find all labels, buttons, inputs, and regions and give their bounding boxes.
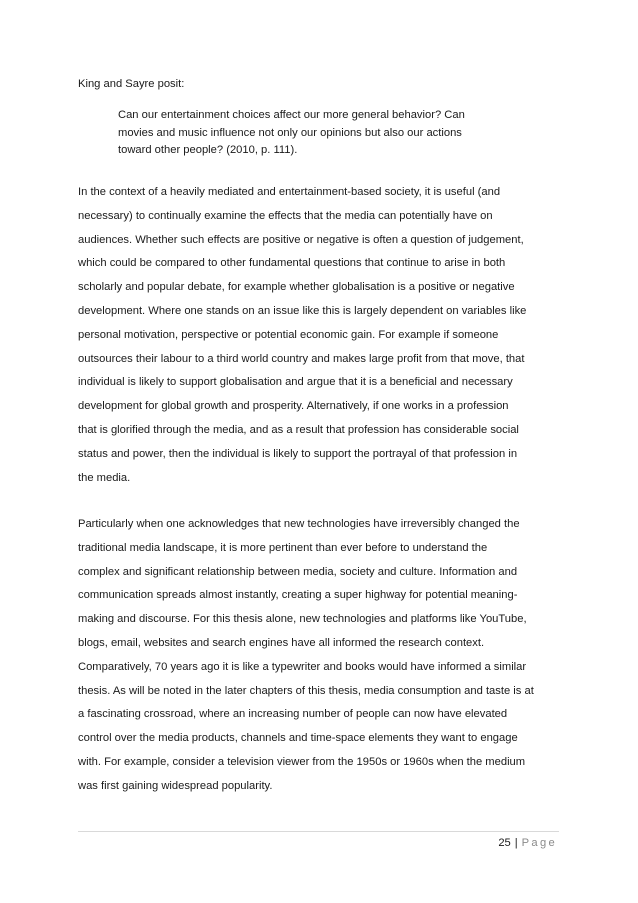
- paragraph-line: the media.: [78, 471, 131, 484]
- block-quote-line: toward other people? (2010, p. 111).: [118, 144, 298, 156]
- block-quote-line: movies and music influence not only our opinions but also our actions: [118, 126, 462, 139]
- paragraph-line: making and discourse. For this thesis alone, new technologies and platforms like YouTube,: [78, 613, 527, 626]
- footer-divider: [78, 831, 559, 832]
- paragraph-line: that is glorified through the media, and as a result that profession has considerable social: [78, 423, 519, 436]
- paragraph-line: communication spreads almost instantly, creating a super highway for potential meaning-: [78, 589, 518, 602]
- paragraph-line: personal motivation, perspective or potential economic gain. For example if someone: [78, 328, 499, 341]
- paragraph-line: Particularly when one acknowledges that new technologies have irreversibly changed the: [78, 518, 520, 530]
- paragraph-line: outsources their labour to a third world country and makes large profit from that move, that: [78, 352, 525, 365]
- paragraph-line: control over the media products, channels and time-space elements they want to engage: [78, 732, 518, 745]
- paragraph-line: audiences. Whether such effects are positive or negative is often a question of judgement,: [78, 233, 524, 246]
- paragraph-1: [78, 185, 568, 494]
- page-number: 25: [498, 837, 511, 849]
- paragraph-line: scholarly and popular debate, for example whether globalisation is a positive or negative: [78, 281, 515, 294]
- paragraph-line: was first gaining widespread popularity.: [78, 779, 273, 792]
- page-label: Page: [521, 837, 557, 849]
- paragraph-line: blogs, email, websites and search engines have all informed the research context.: [78, 636, 485, 649]
- paragraph-line: traditional media landscape, it is more pertinent than ever before to understand the: [78, 541, 488, 554]
- paragraph-line: Comparatively, 70 years ago it is like a typewriter and books would have informed a similar: [78, 660, 527, 673]
- intro-line: King and Sayre posit:: [78, 78, 185, 90]
- paragraph-line: individual is likely to support globalisation and argue that it is a beneficial and necessary: [78, 376, 513, 389]
- paragraph-2: [78, 517, 568, 803]
- block-quote-line: Can our entertainment choices affect our more general behavior? Can: [118, 109, 465, 121]
- paragraph-line: In the context of a heavily mediated and entertainment-based society, it is useful (and: [78, 186, 501, 198]
- block-quote: [118, 107, 538, 160]
- paragraph-line: a fascinating crossroad, where an increasing number of people can now have elevated: [78, 708, 508, 721]
- paragraph-line: with. For example, consider a television viewer from the 1950s or 1960s when the medium: [78, 755, 526, 768]
- footer-separator: |: [514, 837, 518, 849]
- paragraph-line: development. Where one stands on an issue like this is largely dependent on variables like: [78, 304, 527, 317]
- paragraph-line: status and power, then the individual is likely to support the portrayal of that profession in: [78, 447, 518, 460]
- page-footer: [498, 836, 557, 850]
- paragraph-line: thesis. As will be noted in the later chapters of this thesis, media consumption and taste is at: [78, 684, 534, 697]
- paragraph-line: which could be compared to other fundamental questions that continue to arise in both: [78, 257, 506, 270]
- paragraph-line: development for global growth and prosperity. Alternatively, if one works in a profession: [78, 400, 509, 413]
- paragraph-line: necessary) to continually examine the effects that the media can potentially have on: [78, 209, 493, 222]
- paragraph-line: complex and significant relationship between media, society and culture. Information and: [78, 565, 518, 578]
